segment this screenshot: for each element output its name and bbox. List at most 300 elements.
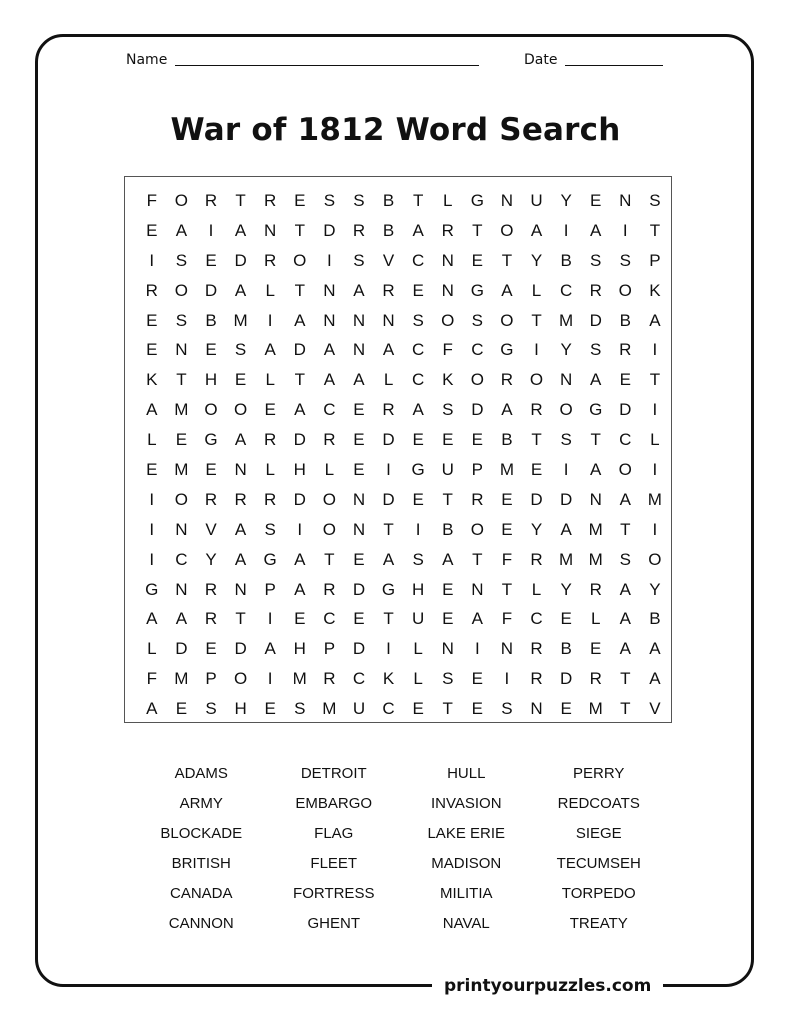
grid-letter[interactable]: B [382,190,395,210]
grid-letter[interactable]: C [323,400,336,420]
grid-letter[interactable]: P [471,459,483,479]
grid-letter[interactable]: E [590,639,602,659]
grid-letter[interactable]: A [146,699,158,719]
grid-letter[interactable]: A [471,609,483,629]
grid-letter[interactable]: T [294,370,305,390]
grid-letter[interactable]: N [559,370,573,390]
grid-letter[interactable]: T [176,370,187,390]
grid-letter[interactable]: R [204,609,218,629]
grid-letter[interactable]: L [531,280,542,300]
grid-letter[interactable]: M [499,459,514,479]
grid-letter[interactable]: R [530,639,543,659]
grid-letter[interactable]: N [352,340,366,360]
grid-letter[interactable]: A [619,609,631,629]
grid-letter[interactable]: R [530,669,543,689]
grid-letter[interactable]: B [382,220,395,240]
grid-letter[interactable]: O [618,280,632,300]
grid-letter[interactable]: V [649,699,661,719]
grid-letter[interactable]: E [294,609,306,629]
grid-letter[interactable]: O [322,489,336,509]
grid-letter[interactable]: M [588,519,603,539]
grid-letter[interactable]: R [530,549,543,569]
grid-letter[interactable]: Y [560,579,572,599]
grid-letter[interactable]: E [146,220,158,240]
grid-letter[interactable]: E [205,459,217,479]
grid-letter[interactable]: S [471,310,483,330]
grid-letter[interactable]: D [559,669,573,689]
grid-letter[interactable]: L [265,459,275,479]
grid-letter[interactable]: A [234,519,247,539]
grid-letter[interactable]: T [235,190,246,210]
grid-letter[interactable]: R [441,220,454,240]
grid-letter[interactable]: S [442,669,454,689]
grid-letter[interactable]: R [352,220,366,240]
grid-letter[interactable]: R [530,400,543,420]
grid-letter[interactable]: T [442,699,453,719]
grid-letter[interactable]: B [560,250,572,270]
grid-letter[interactable]: A [382,549,395,569]
grid-letter[interactable]: E [590,190,602,210]
grid-letter[interactable]: R [204,489,218,509]
grid-letter[interactable]: A [649,669,661,689]
grid-letter[interactable]: E [442,430,454,450]
grid-letter[interactable]: T [649,220,661,240]
grid-letter[interactable]: E [560,609,572,629]
grid-letter[interactable]: D [293,430,306,450]
grid-letter[interactable]: A [323,370,336,390]
grid-letter[interactable]: M [292,669,307,689]
grid-letter[interactable]: D [619,400,632,420]
grid-letter[interactable]: L [265,280,275,300]
grid-letter[interactable]: E [412,699,424,719]
grid-letter[interactable]: D [382,489,395,509]
grid-letter[interactable]: E [175,699,188,719]
grid-letter[interactable]: T [235,609,246,629]
grid-letter[interactable]: R [589,280,602,300]
grid-letter[interactable]: I [149,519,155,539]
grid-letter[interactable]: R [234,489,247,509]
grid-letter[interactable]: N [323,280,336,300]
grid-letter[interactable]: T [383,609,394,629]
grid-letter[interactable]: K [442,370,454,390]
grid-letter[interactable]: E [442,609,454,629]
grid-letter[interactable]: Y [560,190,572,210]
grid-letter[interactable]: R [589,579,602,599]
name-line[interactable] [175,64,479,66]
grid-letter[interactable]: S [294,699,306,719]
grid-letter[interactable]: S [412,549,424,569]
grid-letter[interactable]: A [234,280,247,300]
grid-letter[interactable]: B [560,639,572,659]
grid-letter[interactable]: T [620,669,631,689]
grid-letter[interactable]: R [323,430,336,450]
grid-letter[interactable]: A [294,310,306,330]
grid-letter[interactable]: U [412,609,425,629]
grid-letter[interactable]: E [412,489,424,509]
grid-letter[interactable]: A [590,220,602,240]
grid-letter[interactable]: E [353,459,365,479]
grid-letter[interactable]: A [412,220,424,240]
grid-letter[interactable]: I [534,340,539,360]
grid-letter[interactable]: B [619,310,631,330]
grid-letter[interactable]: E [264,699,276,719]
grid-letter[interactable]: N [234,579,247,599]
grid-letter[interactable]: N [352,489,366,509]
grid-letter[interactable]: I [652,459,658,479]
grid-letter[interactable]: S [412,310,424,330]
grid-letter[interactable]: E [294,190,306,210]
grid-letter[interactable]: D [530,489,543,509]
grid-letter[interactable]: T [472,220,483,240]
grid-letter[interactable]: D [559,489,573,509]
grid-letter[interactable]: U [530,190,543,210]
grid-letter[interactable]: M [174,459,189,479]
grid-letter[interactable]: O [174,190,188,210]
grid-letter[interactable]: S [175,250,188,270]
grid-letter[interactable]: G [500,340,514,360]
grid-letter[interactable]: A [649,310,661,330]
grid-letter[interactable]: D [234,639,247,659]
grid-letter[interactable]: A [590,459,602,479]
grid-letter[interactable]: E [146,459,158,479]
grid-letter[interactable]: E [146,340,158,360]
grid-letter[interactable]: M [588,699,603,719]
grid-letter[interactable]: N [619,190,632,210]
grid-letter[interactable]: A [560,519,572,539]
grid-letter[interactable]: H [204,370,218,390]
grid-letter[interactable]: D [293,489,306,509]
grid-letter[interactable]: O [500,220,514,240]
grid-letter[interactable]: O [293,250,307,270]
grid-letter[interactable]: E [471,250,483,270]
grid-letter[interactable]: G [204,430,218,450]
grid-letter[interactable]: C [530,609,543,629]
grid-letter[interactable]: M [174,400,189,420]
grid-letter[interactable]: K [382,669,395,689]
grid-letter[interactable]: I [415,519,421,539]
grid-letter[interactable]: P [323,639,336,659]
grid-letter[interactable]: I [326,250,332,270]
grid-letter[interactable]: K [146,370,158,390]
grid-letter[interactable]: C [323,609,336,629]
grid-letter[interactable]: R [264,250,277,270]
grid-letter[interactable]: B [205,310,217,330]
grid-letter[interactable]: N [175,519,188,539]
grid-letter[interactable]: E [146,310,158,330]
grid-letter[interactable]: I [504,669,510,689]
grid-letter[interactable]: N [500,639,514,659]
grid-letter[interactable]: I [297,519,303,539]
grid-letter[interactable]: M [233,310,248,330]
grid-letter[interactable]: I [386,459,391,479]
grid-letter[interactable]: N [589,489,602,509]
grid-letter[interactable]: E [412,280,424,300]
grid-letter[interactable]: N [441,250,454,270]
grid-letter[interactable]: S [590,250,602,270]
grid-letter[interactable]: A [619,579,631,599]
grid-letter[interactable]: T [620,699,631,719]
grid-letter[interactable]: I [149,549,155,569]
grid-letter[interactable]: E [205,639,217,659]
grid-letter[interactable]: S [619,250,631,270]
grid-letter[interactable]: K [649,280,661,300]
grid-letter[interactable]: H [293,459,306,479]
grid-letter[interactable]: A [294,579,306,599]
grid-letter[interactable]: D [471,400,484,420]
grid-letter[interactable]: S [175,310,188,330]
grid-letter[interactable]: N [500,190,514,210]
grid-letter[interactable]: A [175,609,188,629]
grid-letter[interactable]: R [145,280,158,300]
grid-letter[interactable]: H [293,639,306,659]
grid-letter[interactable]: E [501,489,513,509]
grid-letter[interactable]: P [205,669,217,689]
grid-letter[interactable]: A [412,400,424,420]
grid-letter[interactable]: R [204,579,218,599]
grid-letter[interactable]: S [590,340,602,360]
grid-letter[interactable]: R [323,579,336,599]
grid-letter[interactable]: G [470,190,484,210]
grid-letter[interactable]: E [530,459,543,479]
grid-letter[interactable]: C [352,669,366,689]
grid-letter[interactable]: D [175,639,188,659]
grid-letter[interactable]: M [647,489,662,509]
grid-letter[interactable]: F [501,609,513,629]
grid-letter[interactable]: T [531,310,542,330]
grid-letter[interactable]: S [619,549,631,569]
grid-letter[interactable]: H [412,579,425,599]
grid-letter[interactable]: C [412,340,425,360]
grid-letter[interactable]: B [649,609,661,629]
grid-letter[interactable]: N [175,340,188,360]
grid-letter[interactable]: S [264,519,276,539]
grid-letter[interactable]: R [500,370,514,390]
grid-letter[interactable]: D [589,310,602,330]
grid-letter[interactable]: A [234,549,247,569]
grid-letter[interactable]: E [471,669,483,689]
grid-letter[interactable]: C [412,250,425,270]
grid-letter[interactable]: I [267,669,273,689]
grid-letter[interactable]: O [204,400,218,420]
grid-letter[interactable]: S [649,190,661,210]
grid-letter[interactable]: E [353,400,365,420]
grid-letter[interactable]: C [471,340,484,360]
grid-letter[interactable]: M [322,699,337,719]
grid-letter[interactable]: D [352,579,366,599]
grid-letter[interactable]: A [353,370,365,390]
grid-letter[interactable]: T [442,489,453,509]
grid-letter[interactable]: I [563,459,569,479]
grid-letter[interactable]: V [382,250,395,270]
grid-letter[interactable]: C [175,549,188,569]
grid-letter[interactable]: F [442,340,453,360]
grid-letter[interactable]: O [470,519,484,539]
grid-letter[interactable]: M [588,549,603,569]
grid-letter[interactable]: O [233,669,248,689]
grid-letter[interactable]: S [501,699,513,719]
grid-letter[interactable]: I [386,639,391,659]
grid-letter[interactable]: L [531,579,542,599]
grid-letter[interactable]: A [353,280,365,300]
grid-letter[interactable]: T [531,430,542,450]
grid-letter[interactable]: E [175,430,188,450]
grid-letter[interactable]: N [441,639,454,659]
grid-letter[interactable]: T [620,519,631,539]
grid-letter[interactable]: A [146,400,158,420]
grid-letter[interactable]: E [442,579,454,599]
grid-letter[interactable]: T [412,190,424,210]
grid-letter[interactable]: T [383,519,394,539]
grid-letter[interactable]: D [323,220,336,240]
grid-letter[interactable]: N [382,310,395,330]
grid-letter[interactable]: O [618,459,632,479]
grid-letter[interactable]: S [560,430,572,450]
grid-letter[interactable]: C [382,699,395,719]
grid-letter[interactable]: O [559,400,573,420]
grid-letter[interactable]: D [204,280,218,300]
grid-letter[interactable]: A [501,280,513,300]
grid-letter[interactable]: T [501,579,513,599]
grid-letter[interactable]: N [471,579,484,599]
grid-letter[interactable]: I [652,519,658,539]
grid-letter[interactable]: Y [530,519,543,539]
grid-letter[interactable]: E [560,699,572,719]
grid-letter[interactable]: R [204,190,218,210]
grid-letter[interactable]: T [294,280,305,300]
grid-letter[interactable]: R [323,669,336,689]
grid-letter[interactable]: Y [649,579,661,599]
grid-letter[interactable]: T [501,250,513,270]
grid-letter[interactable]: C [412,370,425,390]
grid-letter[interactable]: V [205,519,217,539]
grid-letter[interactable]: P [264,579,276,599]
grid-letter[interactable]: N [441,280,454,300]
grid-letter[interactable]: B [501,430,513,450]
grid-letter[interactable]: I [622,220,628,240]
grid-letter[interactable]: R [264,489,277,509]
grid-letter[interactable]: A [619,489,631,509]
grid-letter[interactable]: I [652,400,658,420]
grid-letter[interactable]: C [619,430,632,450]
grid-letter[interactable]: I [563,220,569,240]
grid-letter[interactable]: A [146,609,158,629]
grid-letter[interactable]: E [471,699,483,719]
grid-letter[interactable]: A [619,639,631,659]
grid-letter[interactable]: H [234,699,247,719]
grid-letter[interactable]: L [413,639,423,659]
grid-letter[interactable]: M [174,669,189,689]
grid-letter[interactable]: O [322,519,336,539]
grid-letter[interactable]: E [264,400,276,420]
grid-letter[interactable]: F [146,190,157,210]
grid-letter[interactable]: I [474,639,480,659]
grid-letter[interactable]: Y [205,549,217,569]
grid-letter[interactable]: E [412,430,424,450]
grid-letter[interactable]: R [471,489,484,509]
grid-letter[interactable]: A [649,639,661,659]
grid-letter[interactable]: E [205,340,217,360]
grid-letter[interactable]: O [470,370,484,390]
grid-letter[interactable]: M [559,549,574,569]
grid-letter[interactable]: T [649,370,661,390]
grid-letter[interactable]: I [208,220,214,240]
grid-letter[interactable]: N [352,310,366,330]
grid-letter[interactable]: I [652,340,658,360]
grid-letter[interactable]: A [175,220,188,240]
grid-letter[interactable]: I [149,489,155,509]
grid-letter[interactable]: G [411,459,425,479]
grid-letter[interactable]: S [353,250,365,270]
grid-letter[interactable]: D [382,430,395,450]
grid-letter[interactable]: D [352,639,366,659]
grid-letter[interactable]: L [383,370,394,390]
grid-letter[interactable]: L [147,430,157,450]
grid-letter[interactable]: N [234,459,247,479]
grid-letter[interactable]: N [264,220,277,240]
grid-letter[interactable]: E [205,250,217,270]
grid-letter[interactable]: T [590,430,601,450]
date-line[interactable] [565,64,663,66]
grid-letter[interactable]: L [590,609,601,629]
grid-letter[interactable]: N [530,699,543,719]
grid-letter[interactable]: D [234,250,247,270]
grid-letter[interactable]: T [294,220,305,240]
grid-letter[interactable]: O [233,400,248,420]
grid-letter[interactable]: Y [560,340,572,360]
grid-letter[interactable]: S [234,340,247,360]
grid-letter[interactable]: A [294,400,306,420]
grid-letter[interactable]: N [175,579,188,599]
grid-letter[interactable]: A [264,639,276,659]
grid-letter[interactable]: I [149,250,155,270]
grid-letter[interactable]: L [324,459,335,479]
grid-letter[interactable]: L [443,190,453,210]
grid-letter[interactable]: G [381,579,396,599]
grid-letter[interactable]: B [442,519,454,539]
grid-letter[interactable]: S [442,400,454,420]
grid-letter[interactable]: F [501,549,513,569]
grid-letter[interactable]: G [589,400,603,420]
grid-letter[interactable]: A [590,370,602,390]
grid-letter[interactable]: G [145,579,159,599]
grid-letter[interactable]: L [147,639,157,659]
grid-letter[interactable]: G [470,280,484,300]
grid-letter[interactable]: L [413,669,423,689]
grid-letter[interactable]: U [441,459,454,479]
grid-letter[interactable]: N [352,519,366,539]
grid-letter[interactable]: O [500,310,514,330]
grid-letter[interactable]: U [352,699,366,719]
grid-letter[interactable]: L [650,430,660,450]
grid-letter[interactable]: P [649,250,661,270]
grid-letter[interactable]: A [501,400,513,420]
grid-letter[interactable]: E [501,519,513,539]
grid-letter[interactable]: R [619,340,632,360]
grid-letter[interactable]: O [441,310,455,330]
grid-letter[interactable]: R [382,400,395,420]
grid-letter[interactable]: E [234,370,247,390]
grid-letter[interactable]: A [323,340,336,360]
grid-letter[interactable]: E [353,549,365,569]
grid-letter[interactable]: Y [530,250,543,270]
grid-letter[interactable]: A [234,430,247,450]
grid-letter[interactable]: L [265,370,275,390]
grid-letter[interactable]: O [174,489,188,509]
grid-letter[interactable]: I [267,310,273,330]
grid-letter[interactable]: C [559,280,573,300]
grid-letter[interactable]: O [529,370,544,390]
grid-letter[interactable]: A [530,220,543,240]
